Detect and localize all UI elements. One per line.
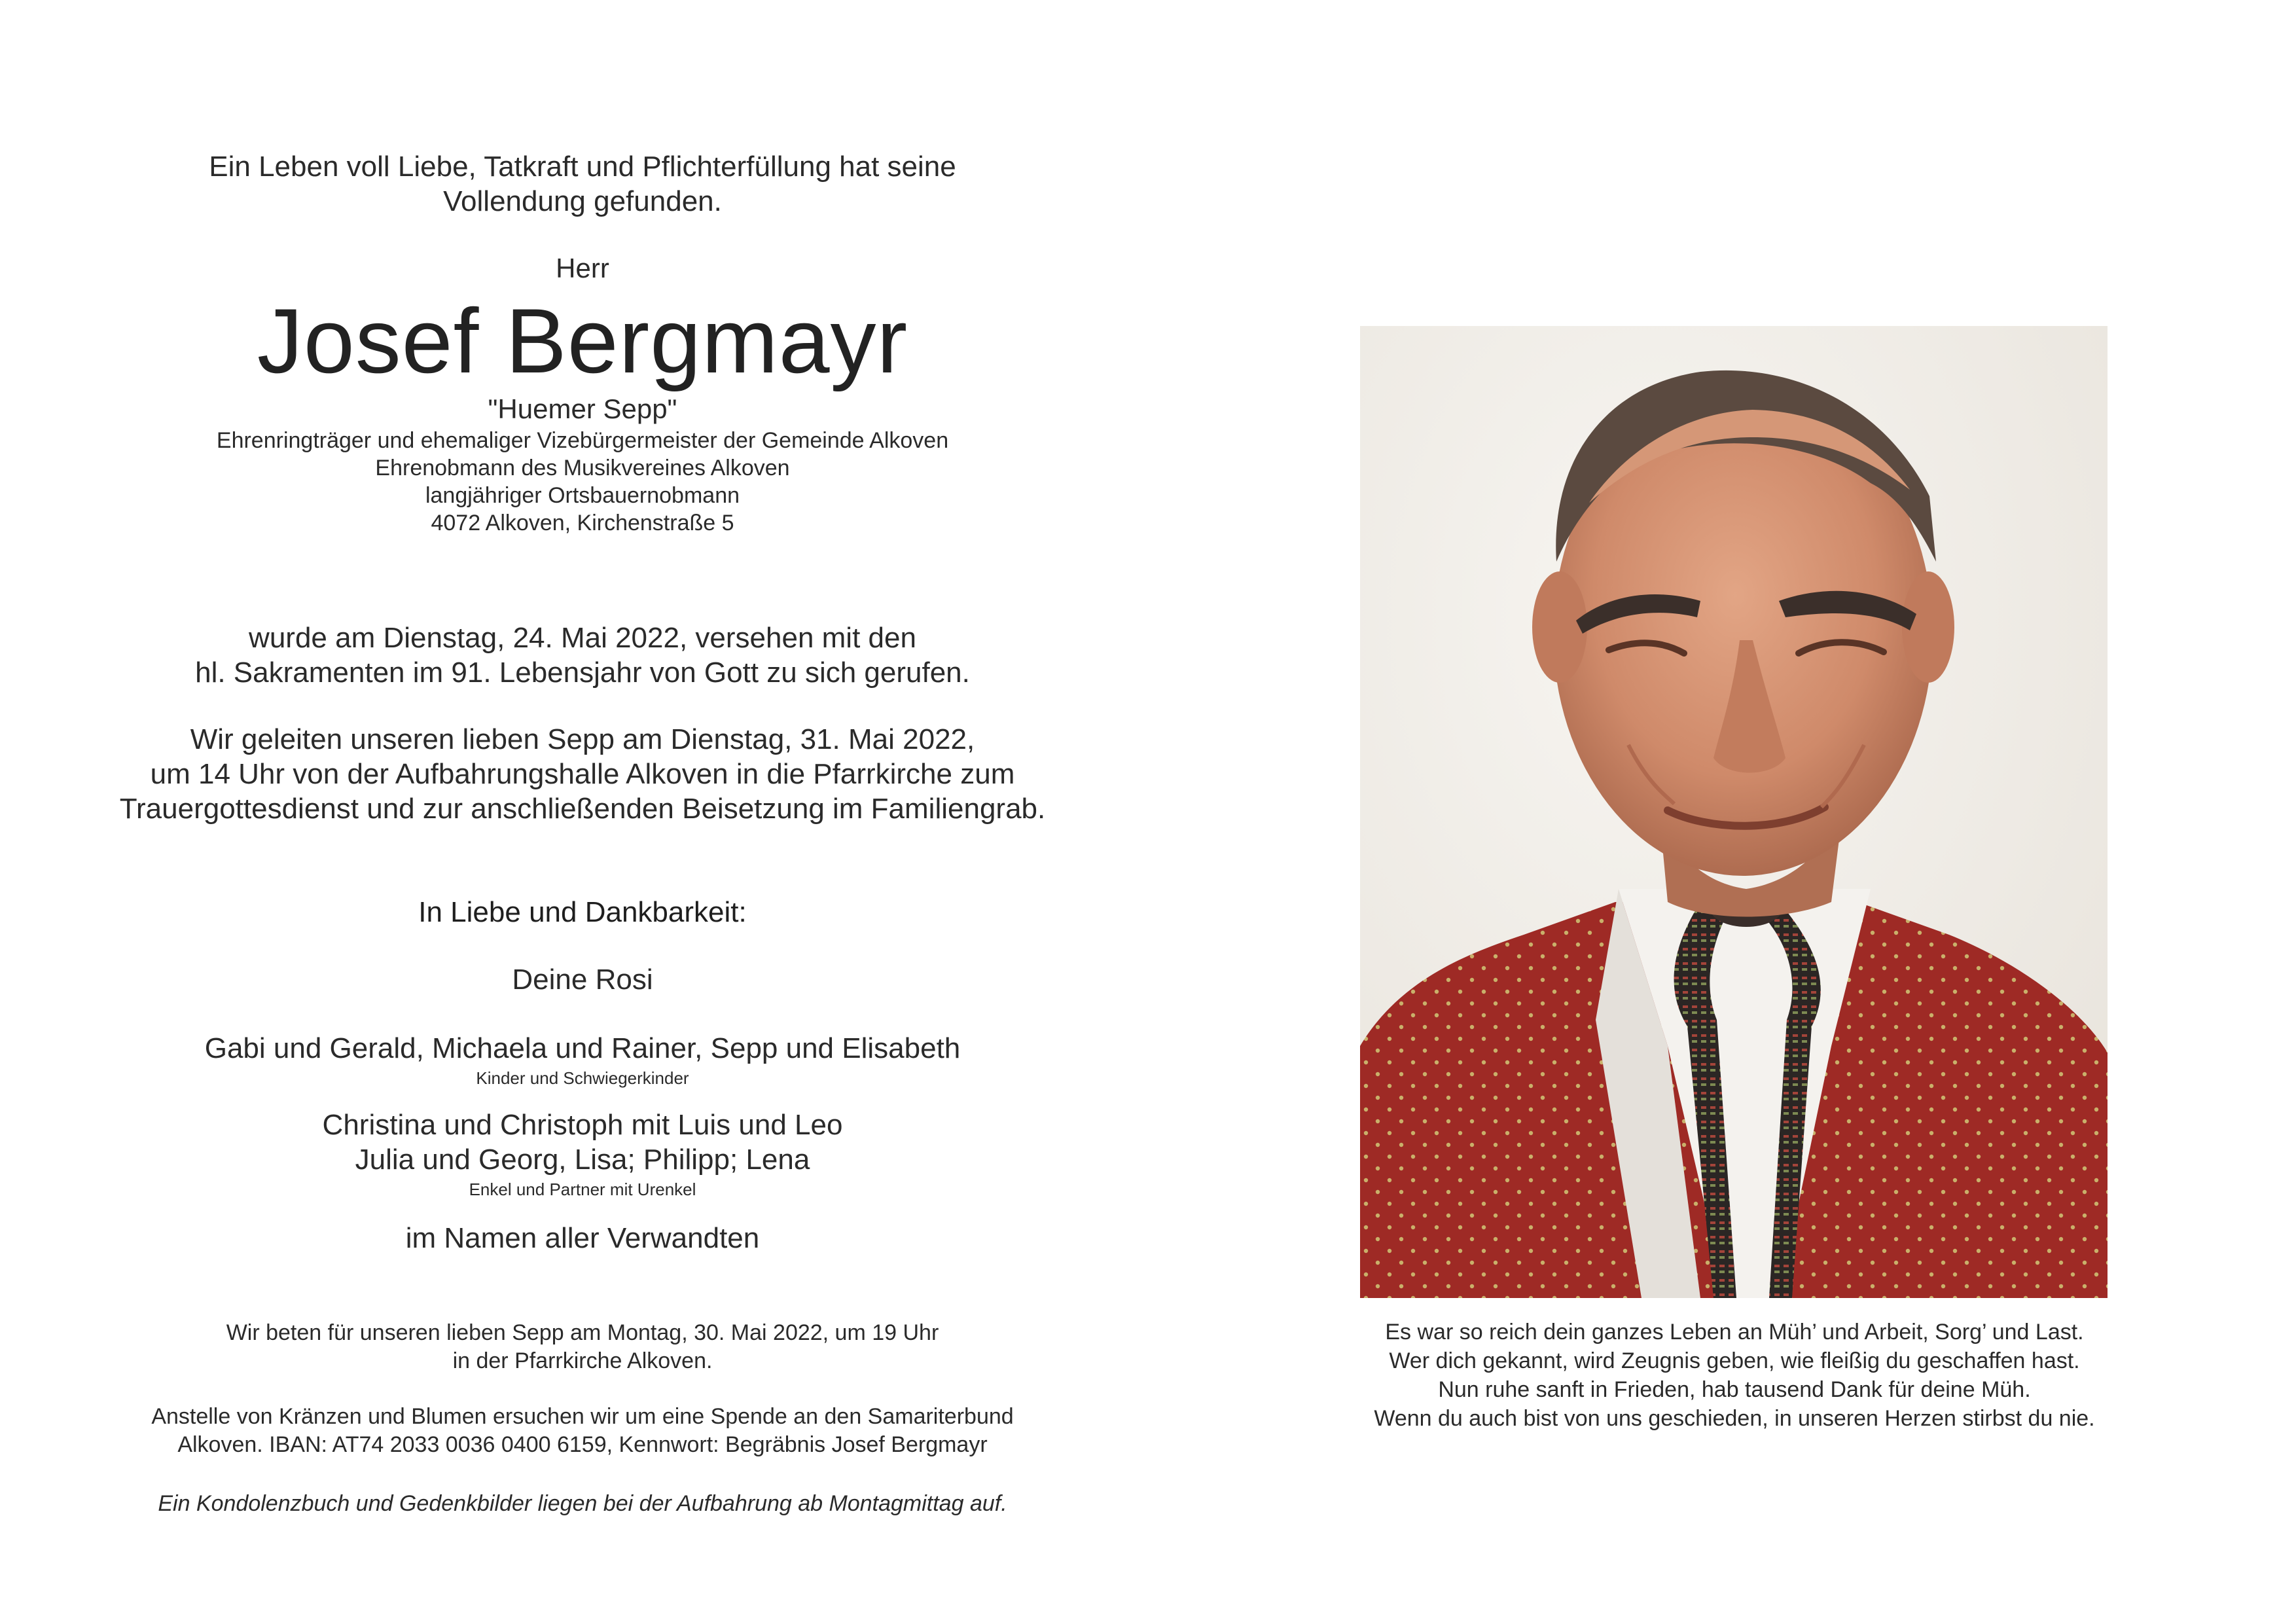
intro-line: Vollendung gefunden. — [443, 185, 722, 217]
intro-text — [92, 149, 1073, 219]
death-notice — [92, 621, 1073, 690]
salutation: Herr — [556, 253, 609, 283]
death-line: wurde am Dienstag, 24. Mai 2022, versehen mit den — [249, 622, 916, 654]
address-line: 4072 Alkoven, Kirchenstraße 5 — [431, 511, 734, 535]
grandchildren-relation: Enkel und Partner mit Urenkel — [469, 1180, 696, 1199]
children-relation: Kinder und Schwiegerkinder — [476, 1068, 689, 1088]
death-line: hl. Sakramenten im 91. Lebensjahr von Gott zu sich gerufen. — [195, 657, 970, 689]
poem-line: Nun ruhe sanft in Frieden, hab tausend Dank für deine Müh. — [1438, 1377, 2031, 1402]
donation-line: Anstelle von Kränzen und Blumen ersuchen wir um eine Spende an den Samariterbund — [151, 1404, 1014, 1429]
intro-line: Ein Leben voll Liebe, Tatkraft und Pflichterfüllung hat seine — [209, 151, 956, 183]
donation-notice — [92, 1403, 1073, 1459]
title-line: Ehrenobmann des Musikvereines Alkoven — [375, 456, 790, 480]
mourner-relatives: im Namen aller Verwandten — [405, 1222, 760, 1254]
mourner-spouse: Deine Rosi — [512, 964, 653, 996]
obituary-text-column — [92, 0, 1073, 1624]
poem-line: Es war so reich dein ganzes Leben an Müh’ und Arbeit, Sorg’ und Last. — [1385, 1320, 2084, 1344]
condolence-notice: Ein Kondolenzbuch und Gedenkbilder liegen bei der Aufbahrung ab Montagmittag auf. — [158, 1491, 1007, 1516]
mourner-children: Gabi und Gerald, Michaela und Rainer, Sepp und Elisabeth — [204, 1032, 961, 1064]
deceased-name: Josef Bergmayr — [257, 289, 908, 392]
poem-line: Wer dich gekannt, wird Zeugnis geben, wie fleißig du geschaffen hast. — [1389, 1348, 2080, 1373]
portrait-photo — [1360, 326, 2108, 1298]
title-line: langjähriger Ortsbauernobmann — [425, 483, 740, 508]
prayer-notice — [92, 1319, 1073, 1375]
funeral-line: Trauergottesdienst und zur anschließenden Beisetzung im Familiengrab. — [119, 793, 1046, 825]
mourner-grandchildren: Julia und Georg, Lisa; Philipp; Lena — [355, 1144, 810, 1176]
honorary-titles — [92, 427, 1073, 537]
memorial-poem — [1296, 1318, 2173, 1433]
title-line: Ehrenringträger und ehemaliger Vizebürgermeister der Gemeinde Alkoven — [216, 428, 949, 453]
poem-line: Wenn du auch bist von uns geschieden, in unseren Herzen stirbst du nie. — [1374, 1406, 2095, 1431]
prayer-line: Wir beten für unseren lieben Sepp am Montag, 30. Mai 2022, um 19 Uhr — [226, 1320, 939, 1345]
nickname: "Huemer Sepp" — [488, 393, 677, 424]
prayer-line: in der Pfarrkirche Alkoven. — [452, 1348, 713, 1373]
mourner-grandchildren: Christina und Christoph mit Luis und Leo — [322, 1109, 843, 1141]
funeral-line: Wir geleiten unseren lieben Sepp am Dienstag, 31. Mai 2022, — [190, 723, 975, 755]
donation-line: Alkoven. IBAN: AT74 2033 0036 0400 6159, Kennwort: Begräbnis Josef Bergmayr — [177, 1432, 988, 1457]
funeral-line: um 14 Uhr von der Aufbahrungshalle Alkoven in die Pfarrkirche zum — [150, 758, 1015, 790]
mourners-heading: In Liebe und Dankbarkeit: — [418, 896, 747, 928]
funeral-notice — [92, 722, 1073, 826]
